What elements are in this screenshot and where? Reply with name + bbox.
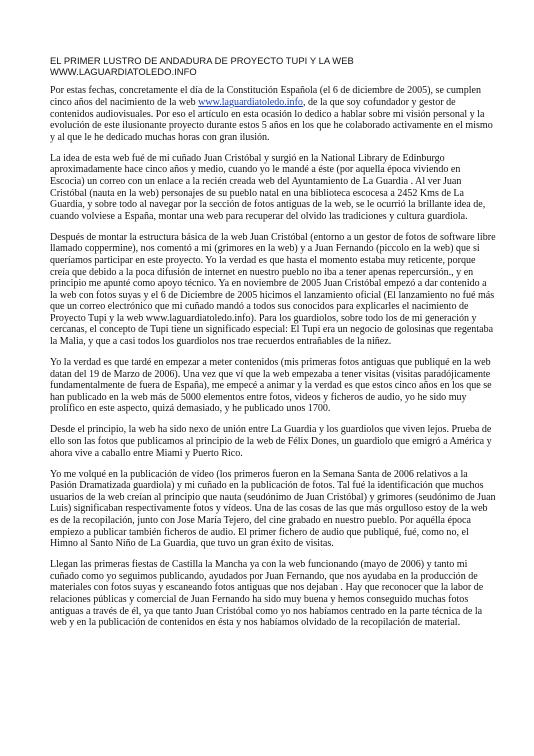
paragraph-launch: Después de montar la estructura básica de la web Juan Cristóbal (entorno a un gestor de fotos de software libre llamado coppermine), nos comentó a mi (grimores en la web) y a Juan Fernando (piccolo en la web) que si queríamos participar en este proyecto. Yo la verdad es que hasta el momento estaba muy reticente, porque creía que debido a la poca difusión de internet en nuestro pueblo no iba a tener apenas repercursión., y en principio me apunté como apoyo técnico. Ya en noviembre de 2005 Juan Cristóbal empezó a dar contenido a la web con fotos suyas y el 6 de Diciembre de 2005 hicimos el lanzamiento oficial (El lanzamiento no fué más que un correo electrónico que mi cuñado mandó a todos sus conocidos para explicarles el nacimiento de Proyecto Tupi y la web www.laguardiatoledo.info). Para los guardiolos, sobre todo los de mi generación y cercanas, el concepto de Tupi tiene un significado especial: El Tupi era un negocio de golosinas que regentaba la Malia, y que a casi todos los guardiolos nos trae recuerdos entrañables de la niñez.: [50, 231, 496, 348]
paragraph-contributions: Yo la verdad es que tardé en empezar a meter contenidos (mis primeras fotos antiguas que publiqué en la web datan del 19 de Marzo de 2006). Una vez que ví que la web empezaba a tener visitas (visitas paradójicamente fundamentalmente de fuera de España), me empecé a animar y la verdad es que estos cinco años en los que se han publicado en la web más de 5000 elementos entre fotos, videos y ficheros de audio, yo he sido muy prolífico en este aspecto, quizá demasiado, y he publicado unos 1700.: [50, 357, 492, 415]
paragraph-intro-text-before: Por estas fechas, concretamente el día de la Constitución Española (el 6 de diciembre de 2005), se cumplen cinco años del nacimiento de la web: [50, 85, 482, 108]
paragraph-origin: La idea de esta web fué de mi cuñado Juan Cristóbal y surgió en la National Library de Edinburgo aproximadamente hace cinco años y medio, cuando yo le mandé a éste (por aquella época viviendo en Escocia) un correo con un enlace a la recién creada web del Ayuntamiento de La Guardia . Al ver Juan Cristóbal (nauta en la web) personajes de su pueblo natal en una biblioteca escocesa a 2452 Kms de La Guardia, y sobre todo al navegar por la sección de fotos antiguas de la web, se le ocurrió la brillante idea de, cuando volviese a España, montar una web para recuperar del olvido las tradiciones y cultura guardiola.: [50, 152, 486, 222]
document-title: [50, 55, 496, 77]
document-page: [50, 55, 496, 638]
title-line-2: WWW.LAGUARDIATOLEDO.INFO: [50, 66, 197, 78]
paragraph-festivals: Llegan las primeras fiestas de Castilla la Mancha ya con la web funcionando (mayo de 2006) y tanto mi cuñado como yo seguimos publicando, ayudados por Juan Fernando, que nos ayudaba en la producción de materiales con fotos suyas y escaneando fotos antiguas que nos dejaban . Hay que reconocer que la labor de relaciones públicas y comercial de Juan Fernando ha sido muy buena y hemos conseguido muchas fotos antiguas a través de él, ya que tanto Juan Cristóbal como yo nos habíamos centrado en la parte técnica de la web y en la publicación de contenidos en ésta y nos habíamos olvidado de la recopilación de material.: [50, 559, 484, 629]
website-link[interactable]: www.laguardiatoledo.info: [198, 97, 303, 108]
paragraph-intro: [50, 85, 496, 143]
paragraph-nexus: Desde el principio, la web ha sido nexo de unión entre La Guardia y los guardiolos que viven lejos. Prueba de ello son las fotos que publicamos al principio de la web de Félix Dones, un guardiolo que emigró a América y ahora vive a caballo entre Miami y Puerto Rico.: [50, 424, 492, 459]
paragraph-intro-text-after: , de la que soy cofundador y gestor de contenidos audiovisuales. Por eso el artículo en esta ocasión lo dedico a hablar sobre mi visión personal y la evolución de este ilusionante proyecto durante estos 5 años en los que he colaborado activamente en el mismo y al que le he dedicado muchas horas con gran ilusión.: [50, 97, 493, 143]
title-line-1: EL PRIMER LUSTRO DE ANDADURA DE PROYECTO TUPI Y LA WEB: [50, 55, 354, 66]
paragraph-videos: Yo me volqué en la publicación de vídeo (los primeros fueron en la Semana Santa de 2006 relativos a la Pasión Dramatizada guardiola) y mi cuñado en la publicación de fotos. Tal fué la identificación que muchos usuarios de la web creían al principio que nauta (seudónimo de Juan Cristóbal) y grimores (seudónimo de Juan Luis) significaban respectivamente fotos y vídeos. Una de las cosas de las que más orgulloso estoy de la web es de la recopilación, junto con Jose María Tejero, del cine grabado en nuestro pueblo. Por aquélla época empiezo a publicar también ficheros de audio. El primer fichero de audio que publiqué, fué, como no, el Himno al Santo Niño de La Guardia, que tuvo un gran éxito de visitas.: [50, 468, 496, 550]
